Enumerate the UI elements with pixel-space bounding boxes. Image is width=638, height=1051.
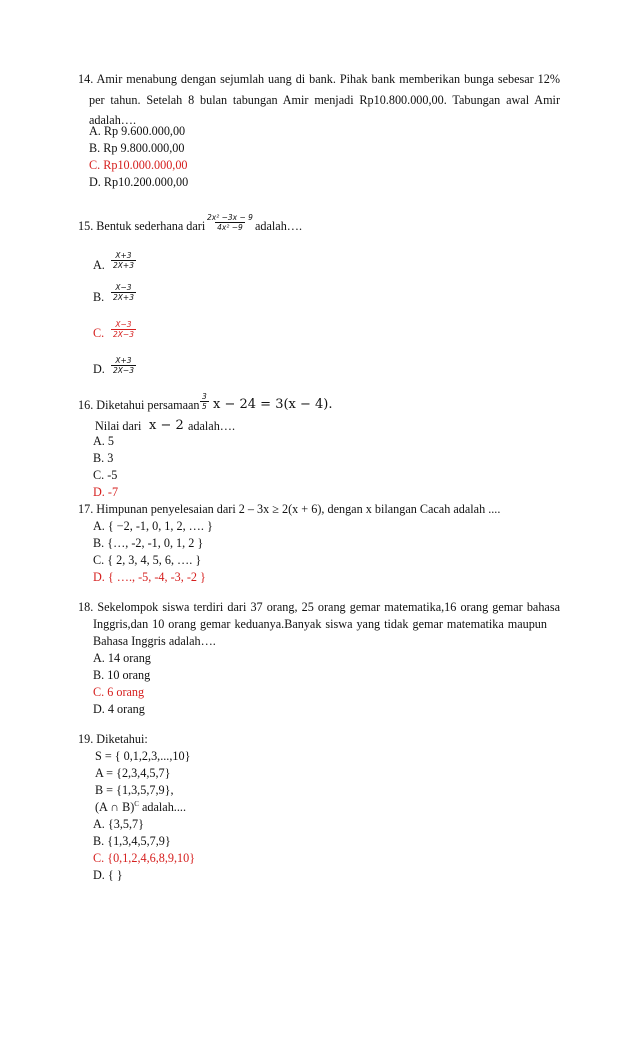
- q16-line-2-prefix: Nilai dari: [95, 419, 142, 433]
- q16-line-2-math: x − 2: [149, 418, 184, 433]
- q15-stem-fraction: [205, 213, 255, 232]
- q19-expression-complement: C: [134, 800, 139, 808]
- q18-option-c-answer: C. 6 orang: [93, 685, 145, 699]
- q16-line-2-suffix: adalah….: [188, 419, 236, 433]
- q15-option-c-denominator: 2X−3: [113, 330, 134, 339]
- q19-option-d: D. { }: [93, 868, 123, 882]
- q19-expression-suffix: adalah....: [138, 800, 186, 814]
- q14-option-b: B. Rp 9.800.000,00: [89, 141, 185, 155]
- q15-option-b-denominator: 2X+3: [113, 293, 134, 302]
- q16-stem-prefix: 16. Diketahui persamaan: [78, 398, 200, 412]
- q16-option-a: A. 5: [93, 434, 114, 448]
- q18-stem-line-3: Bahasa Inggris adalah….: [93, 634, 216, 648]
- q17-option-a: A. { −2, -1, 0, 1, 2, …. }: [93, 519, 213, 533]
- q19-expression: [95, 800, 186, 815]
- q15-option-b-fraction: [111, 283, 136, 302]
- q18-option-d: D. 4 orang: [93, 702, 145, 716]
- q14-stem-line-2: per tahun. Setelah 8 bulan tabungan Amir menjadi Rp10.800.000,00. Tabungan awal Amir: [89, 93, 560, 107]
- q19-stem: 19. Diketahui:: [78, 732, 148, 746]
- q15-stem-numerator: 2x² −3x − 9: [207, 213, 253, 222]
- q17-option-c: C. { 2, 3, 4, 5, 6, …. }: [93, 553, 202, 567]
- q19-set-s: S = { 0,1,2,3,...,10}: [95, 749, 191, 763]
- q15-option-a-numerator: X+3: [115, 251, 132, 260]
- q16-stem-numerator: 3: [202, 392, 207, 401]
- q17-option-d-answer: D. { …., -5, -4, -3, -2 }: [93, 570, 206, 584]
- q16-equation: x − 24 = 3(x − 4).: [213, 397, 333, 412]
- q18-option-a: A. 14 orang: [93, 651, 151, 665]
- q14-option-c-answer: C. Rp10.000.000,00: [89, 158, 188, 172]
- q15-option-c-numerator: X−3: [115, 320, 132, 329]
- q15-stem-denominator: 4x² −9: [217, 223, 243, 232]
- q16-option-d-answer: D. -7: [93, 485, 119, 499]
- q18-stem-line-2: Inggris,dan 10 orang gemar keduanya.Banyak siswa yang tidak gemar matematika maupun: [93, 617, 547, 631]
- q14-option-d: D. Rp10.200.000,00: [89, 175, 189, 189]
- q15-option-d-denominator: 2X−3: [113, 366, 134, 375]
- q15-option-a-denominator: 2X+3: [113, 261, 134, 270]
- q19-set-a: A = {2,3,4,5,7}: [95, 766, 171, 780]
- q15-stem-prefix: 15. Bentuk sederhana dari: [78, 219, 206, 233]
- q18-stem-line-1: 18. Sekelompok siswa terdiri dari 37 orang, 25 orang gemar matematika,16 orang gemar bahasa: [78, 600, 560, 614]
- q14-stem-line-3: adalah….: [89, 113, 137, 127]
- q15-option-c-letter-answer: C.: [93, 326, 105, 340]
- q16-option-c: C. -5: [93, 468, 118, 482]
- q19-option-b: B. {1,3,4,5,7,9}: [93, 834, 171, 848]
- q18-option-b: B. 10 orang: [93, 668, 151, 682]
- q16-stem-denominator: 5: [202, 402, 207, 411]
- q19-expression-base: (A ∩ B): [95, 800, 135, 814]
- q19-option-c-answer: C. {0,1,2,4,6,8,9,10}: [93, 851, 196, 865]
- q15-stem-suffix: adalah….: [255, 219, 303, 233]
- q17-stem: 17. Himpunan penyelesaian dari 2 – 3x ≥ 2(x + 6), dengan x bilangan Cacah adalah ....: [78, 502, 501, 516]
- q19-option-a: A. {3,5,7}: [93, 817, 144, 831]
- q15-option-a-fraction: [111, 251, 136, 270]
- q15-option-d-fraction: [111, 356, 136, 375]
- q14-option-a: A. Rp 9.600.000,00: [89, 124, 186, 138]
- q14-stem-line-1: 14. Amir menabung dengan sejumlah uang di bank. Pihak bank memberikan bunga sebesar 12%: [78, 72, 560, 86]
- q16-stem-fraction: [200, 392, 209, 411]
- q15-option-b-letter: B.: [93, 290, 105, 304]
- q15-option-d-numerator: X+3: [115, 356, 132, 365]
- q15-option-a-letter: A.: [93, 258, 105, 272]
- q19-set-b: B = {1,3,5,7,9},: [95, 783, 174, 797]
- q16-option-b: B. 3: [93, 451, 114, 465]
- q15-option-d-letter: D.: [93, 362, 105, 376]
- q17-option-b: B. {…, -2, -1, 0, 1, 2 }: [93, 536, 204, 550]
- q15-option-b-numerator: X−3: [115, 283, 132, 292]
- q15-option-c-fraction-answer: [111, 320, 136, 339]
